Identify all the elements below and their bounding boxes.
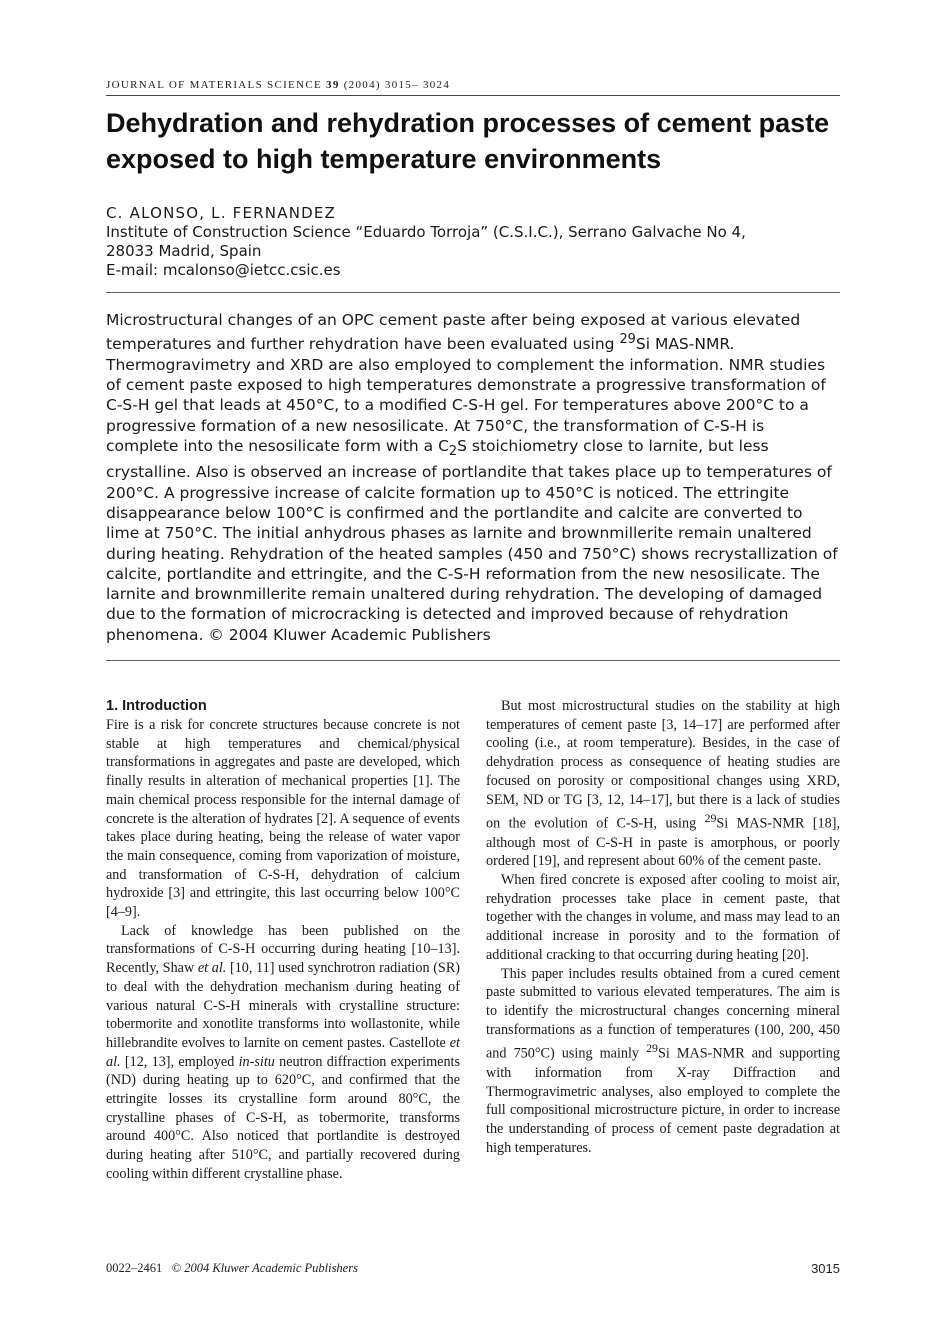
paragraph-text: neutron diffraction experiments (ND) during heating up to 620°C, and confirmed that the ettringite losses its crystalline form around 80°C, the crystalline phases of C-S-H, as tobermorite, transforms around 400°C. Also noticed that portlandite is destroyed during heating after 510°C, and partially recovered during cooling within different crystalline phase. xyxy=(106,1053,460,1182)
abstract-text-2: Si MAS-NMR. Thermogravimetry and XRD are also employed to complement the information. NMR studies of cement paste exposed to high temperatures demonstrate a progressive transformation of C-S-H gel that leads at 450°C, to a modified C-S-H gel. For temperatures above 200°C to a progressive formation of a new nesosilicate. At 750°C, the transformation of C-S-H is complete into the nesosilicate form with a C xyxy=(106,335,826,455)
abstract-copyright: © 2004 Kluwer Academic Publishers xyxy=(208,625,491,644)
left-column xyxy=(106,697,460,1184)
footer-issn-copyright xyxy=(106,1261,358,1276)
issn: 0022–2461 xyxy=(106,1261,163,1275)
italic-etal: et al. xyxy=(106,1034,460,1070)
abstract-subscript: 2 xyxy=(448,444,458,460)
journal-name: JOURNAL OF MATERIALS SCIENCE xyxy=(106,79,322,91)
paragraph: When fired concrete is exposed after cooling to moist air, rehydration processes take place in cement paste, that together with the changes in volume, and mass may lead to an additional increase in porosity and to the formation of additional cracking to that occurring during heating [20]. xyxy=(486,872,840,963)
italic-insitu: in-situ xyxy=(238,1053,275,1070)
paragraph-text: [10, 11] used synchrotron radiation (SR) to deal with the dehydration mechanism during heating of various natural C-S-H minerals with crystalline structure: tobermorite and xonotlite transforms into wollastonite, while hillebrandite evolves to larnite on cement pastes. Castellote xyxy=(106,960,461,1051)
paragraph xyxy=(486,965,840,1158)
running-header xyxy=(106,78,840,92)
abstract xyxy=(106,310,840,645)
paragraph: Fire is a risk for concrete structures because concrete is not stable at high temperatures and chemical/physical transformations in aggregates and paste are developed, which finally results in alteration of mechanical properties [1]. The main chemical process responsible for the internal damage of concrete is the alteration of hydrates [2]. A sequence of events takes place during heating, being the release of water vapor the main consequence, coming from vaporization of moisture, and transformation of C-S-H, dehydration of calcium hydroxide [3] and ettringite, this last occurring below 100°C [4–9]. xyxy=(106,717,460,921)
paragraph-text: This paper includes results obtained from a cured cement paste submitted to various elevated temperatures. The aim is to identify the microstructural changes concerning mineral transformations as a function of temperatures (100, 200, 450 and 750°C) using mainly xyxy=(486,965,840,1063)
affiliation-line-1: Institute of Construction Science “Eduardo Torroja” (C.S.I.C.), Serrano Galvache No 4, xyxy=(106,223,746,241)
abstract-top-rule xyxy=(106,292,840,293)
abstract-bottom-rule xyxy=(106,660,840,661)
paper-page xyxy=(106,78,840,1182)
page-number: 3015 xyxy=(811,1261,840,1276)
section-heading: 1. Introduction xyxy=(106,698,207,714)
affiliation-line-2: 28033 Madrid, Spain xyxy=(106,242,262,260)
superscript: 29 xyxy=(704,811,717,826)
journal-volume: 39 xyxy=(326,79,340,91)
abstract-superscript: 29 xyxy=(619,332,636,348)
italic-etal: et al. xyxy=(197,960,227,977)
paragraph-text: Si MAS-NMR [18], although most of C-S-H in paste is amorphous, or poorly ordered [19], and represent about 60% of the cement paste. xyxy=(486,815,840,870)
article-title: Dehydration and rehydration processes of cement paste exposed to high temperature environments xyxy=(106,108,830,174)
paragraph-text: Lack of knowledge has been published on the transformations of C-S-H occurring during heating [10–13]. Recently, Shaw xyxy=(106,922,460,977)
journal-year-pages: (2004) 3015– 3024 xyxy=(343,79,451,91)
superscript: 29 xyxy=(646,1041,658,1056)
paragraph xyxy=(486,697,840,871)
abstract-text-1: Microstructural changes of an OPC cement paste after being exposed at various elevated temperatures and further rehydration have been evaluated using xyxy=(106,311,801,354)
abstract-text-3: S stoichiometry close to larnite, but less crystalline. Also is observed an increase of portlandite that takes place up to temperatures of 200°C. A progressive increase of calcite formation up to 450°C is noticed. The ettringite disappearance below 100°C is confirmed and the portlandite and calcite are converted to lime at 750°C. The initial anhydrous phases as larnite and brownmillerite remain unaltered during heating. Rehydration of the heated samples (450 and 750°C) shows recrystallization of calcite, portlandite and ettringite, and the C-S-H reformation from the new nesosilicate. The larnite and brownmillerite remain unaltered during rehydration. The developing of damaged due to the formation of microcracking is detected and improved because of rehydration phenomena. xyxy=(106,436,838,644)
right-column xyxy=(486,697,840,1157)
author-block xyxy=(106,204,840,280)
authors: C. ALONSO, L. FERNANDEZ xyxy=(106,204,337,222)
paragraph xyxy=(106,922,460,1184)
paragraph-text: But most microstructural studies on the stability at high temperatures of cement paste [3, 14–17] are performed after cooling (i.e., at room temperature). Besides, in the case of dehydration process as consequence of heating studies are focused on porosity or compositional changes using XRD, SEM, ND or TG [3, 12, 14–17], but there is a lack of studies on the evolution of C-S-H, using xyxy=(486,698,840,832)
author-email: E-mail: mcalonso@ietcc.csic.es xyxy=(106,261,341,279)
paragraph-text: [12, 13], employed xyxy=(120,1053,239,1070)
footer-copyright: © 2004 Kluwer Academic Publishers xyxy=(171,1261,358,1275)
paragraph-text: Si MAS-NMR and supporting with information from X-ray Diffraction and Thermogravimetric analyses, also employed to complete the full compositional microstructure picture, in order to increase the understanding of process of cement paste degradation at high temperatures. xyxy=(486,1046,840,1156)
header-rule xyxy=(106,95,840,96)
